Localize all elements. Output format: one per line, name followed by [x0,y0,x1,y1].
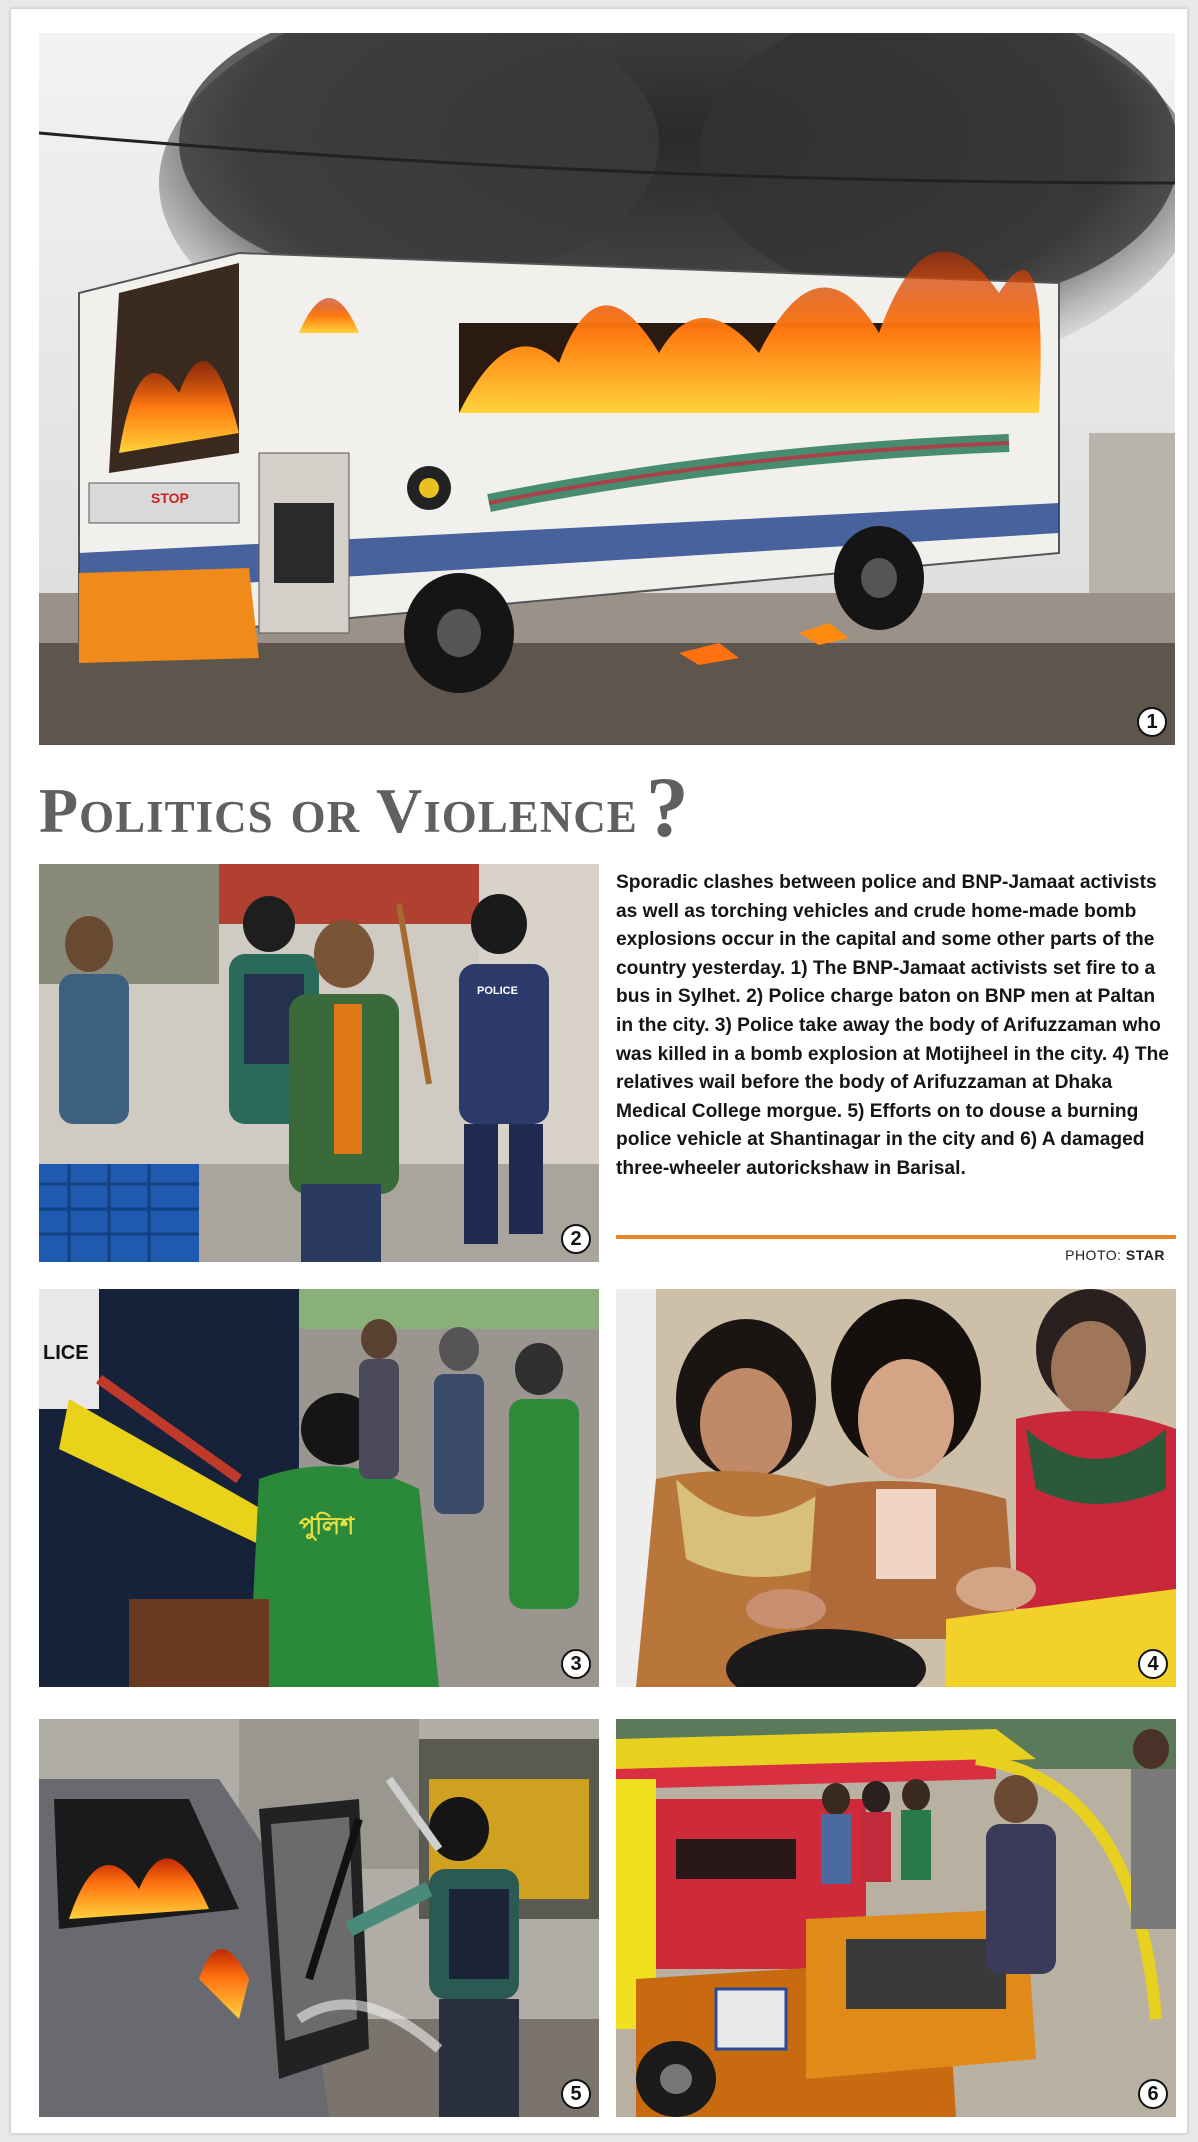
baton-charge-illustration [39,864,599,1262]
photo-credit-source: STAR [1125,1247,1165,1263]
photo-body-carried [39,1289,599,1687]
photo-credit [1065,1247,1165,1263]
photo-burning-police-vehicle [39,1719,599,2117]
relatives-wailing-illustration [616,1289,1176,1687]
photo-caption: Sporadic clashes between police and BNP-Jamaat activists as well as torching vehicles and crude home-made bomb explosions occur in the capital and some other parts of the country yesterday. 1) The BNP-Jamaat activists set fire to a bus in Sylhet. 2) Police charge baton on BNP men at Paltan in the city. 3) Police take away the body of Arifuzzaman who was killed in a bomb explosion at Motijheel in the city. 4) The relatives wail before the body of Arifuzzaman at Dhaka Medical College morgue. 5) Efforts on to douse a burning police vehicle at Shantinagar in the city and 6) A damaged three-wheeler autorickshaw in Barisal. [616,872,1169,1179]
photo-number-badge: 2 [561,1224,591,1254]
photo-damaged-autorickshaw [616,1719,1176,2117]
photo-number-badge: 6 [1138,2079,1168,2109]
newspaper-page [10,8,1188,2134]
headline-question-mark: ? [645,759,690,855]
headline [39,757,1039,855]
photo-number-badge: 3 [561,1649,591,1679]
caption-divider [616,1235,1176,1239]
photo-credit-label: PHOTO: [1065,1247,1122,1263]
photo-number-badge: 4 [1138,1649,1168,1679]
burning-vehicle-illustration [39,1719,599,2117]
headline-text: Politics or Violence [39,775,638,846]
bus-stop-sign: STOP [151,490,189,506]
autorickshaw-illustration [616,1719,1176,2117]
photo-relatives-wailing [616,1289,1176,1687]
van-police-text: LICE [43,1342,89,1364]
photo-baton-charge [39,864,599,1262]
burning-bus-illustration [39,33,1175,745]
photo-number-badge: 1 [1137,707,1167,737]
photo-burning-bus [39,33,1175,745]
photo-number-badge: 5 [561,2079,591,2109]
vest-police-text: POLICE [477,985,518,997]
back-police-text: পুলিশ [299,1512,355,1540]
body-carried-illustration [39,1289,599,1687]
